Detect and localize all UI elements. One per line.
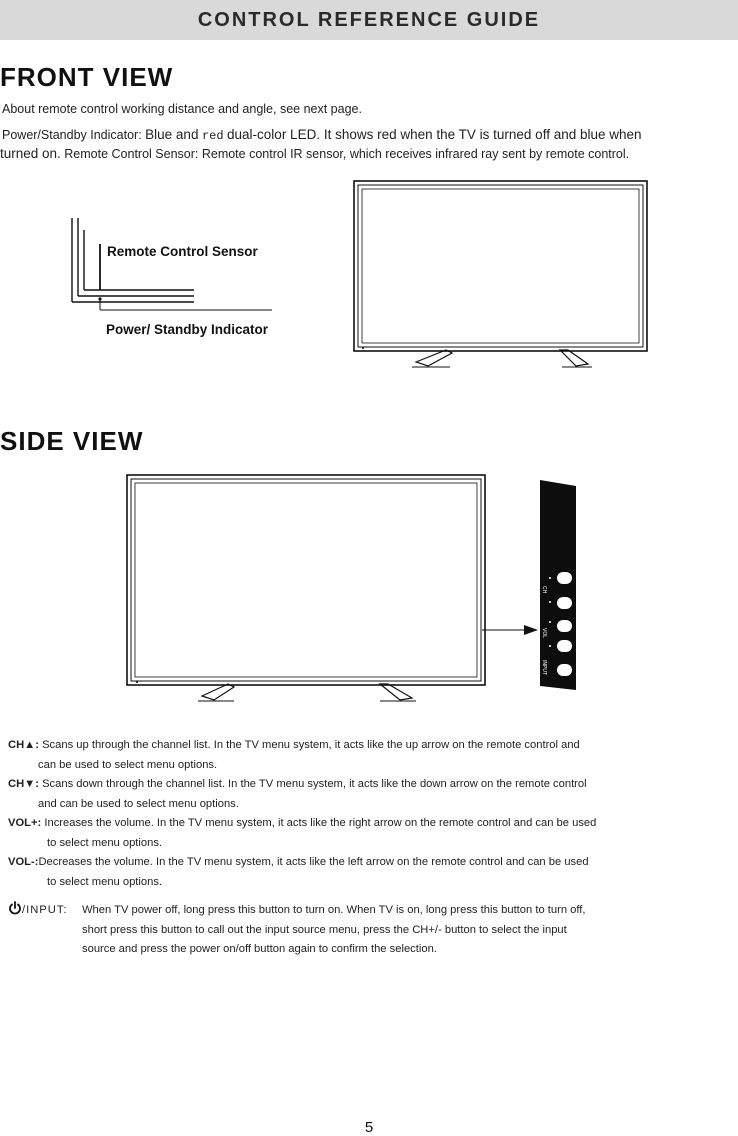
power-key: /INPUT: [22,904,68,916]
ch-up-line1: Scans up through the channel list. In the TV menu system, it acts like the up arrow on the remote control and [42,739,580,751]
panel-label-ch: CH [541,586,547,594]
vol-down-line2: to select menu options. [47,875,163,888]
power-icon [8,901,22,915]
power-line3: source and press the power on/off button again to confirm the selection. [82,943,437,955]
vol-down-line1: Decreases the volume. In the TV menu system, it acts like the left arrow on the remote control and can be used [38,856,589,868]
page-number: 5 [364,1119,374,1136]
ch-down-line1: Scans down through the channel list. In the TV menu system, it acts like the down arrow on the remote control [42,778,587,790]
callout-remote-sensor: Remote Control Sensor [107,244,258,259]
vol-up-line1: Increases the volume. In the TV menu system, it acts like the right arrow on the remote control and can be used [44,817,597,829]
led-line2-b: Remote Control Sensor: Remote control IR sensor, which receives infrared ray sent by remote control. [64,147,630,161]
front-view-title: FRONT VIEW [0,62,174,92]
vol-up-line2: to select menu options. [47,836,163,849]
front-led-description [2,125,736,146]
power-line2: short press this button to call out the input source menu, press the CH+/- button to select the input [82,923,567,936]
callout-standby-indicator: Power/ Standby Indicator [106,322,269,337]
side-panel-shape [538,480,578,690]
ch-down-description [8,775,733,814]
side-view-title: SIDE VIEW [0,426,144,456]
vol-up-key: VOL+: [8,817,42,829]
power-line1: When TV power off, long press this button to turn on. When TV is on, long press this button to turn off, [82,904,586,916]
vol-up-description [8,814,733,853]
page-title: CONTROL REFERENCE GUIDE [197,9,541,31]
panel-label-vol: VOL [541,628,547,639]
front-led-description-line2 [0,144,736,164]
power-input-description [8,901,733,960]
front-tv-illustration [350,178,652,370]
ch-up-description [8,736,733,775]
sensor-dot [98,297,101,300]
pointer-arrow-icon [480,622,542,638]
ch-up-line2: can be used to select menu options. [38,758,218,771]
led-red-word: red [201,129,224,143]
button-descriptions [8,736,733,892]
led-text-a: Blue and [145,127,199,142]
front-intro: About remote control working distance and angle, see next page. [2,102,362,116]
ch-down-key: CH▼: [8,778,39,790]
led-text-b: dual-color LED. It shows red when the TV is turned off and blue when [227,127,642,142]
led-label: Power/Standby Indicator: [2,128,142,142]
led-line2-a: turned on. [0,146,61,161]
panel-label-input: INPUT [541,660,547,675]
vol-down-description [8,853,733,892]
side-button-panel [538,480,578,690]
ch-down-line2: and can be used to select menu options. [38,797,239,810]
vol-down-key: VOL-: [8,856,39,868]
ch-up-key: CH▲: [8,739,39,751]
side-tv-illustration [124,472,488,704]
